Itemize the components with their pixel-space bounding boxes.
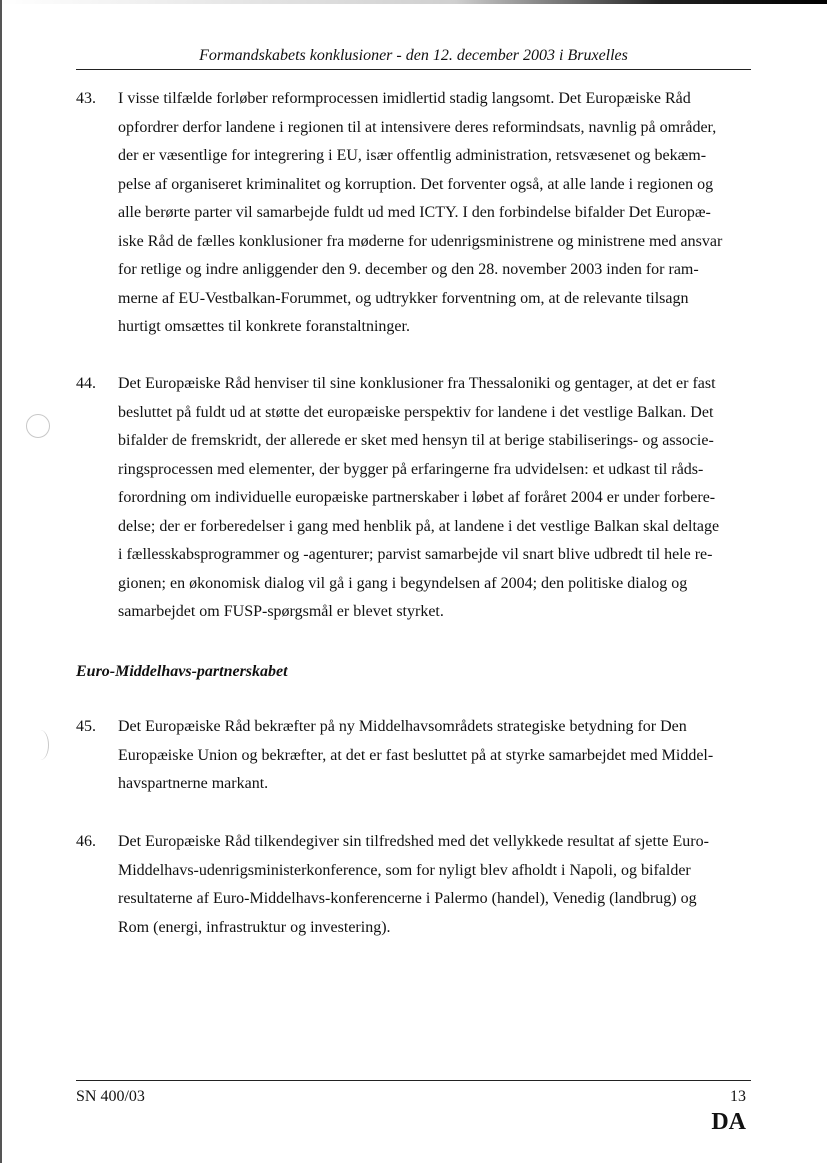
scan-edge-left: [0, 0, 2, 1163]
header-rule: [76, 69, 751, 70]
text-line: der er væsentlige for integrering i EU, især offentlig administration, retsvæsenet og bekæm-: [118, 147, 707, 164]
text-line: havspartnerne markant.: [118, 775, 269, 792]
text-line: opfordrer derfor landene i regionen til at intensivere deres reformindsats, navnlig på områder,: [118, 118, 717, 136]
paragraph-number: 46.: [76, 833, 96, 850]
language-code: DA: [711, 1109, 746, 1135]
document-id: SN 400/03: [76, 1088, 145, 1105]
text-line: Middelhavs-udenrigsministerkonference, som for nyligt blev afholdt i Napoli, og bifalder: [118, 861, 691, 879]
text-line: for retlige og indre anliggender den 9. december og den 28. november 2003 inden for ram-: [118, 261, 699, 278]
text-line: iske Råd de fælles konklusioner fra møderne for udenrigsministrene og ministrene med ansvar: [118, 232, 723, 250]
paragraph-text: [118, 85, 756, 342]
paragraph-43: [76, 85, 756, 342]
paragraph-text: [118, 713, 756, 799]
page-number: 13: [730, 1088, 746, 1105]
text-line: resultaterne af Euro-Middelhavs-konferencerne i Palermo (handel), Venedig (landbrug) og: [118, 890, 697, 907]
paragraph-text: [118, 370, 756, 627]
text-line: besluttet på fuldt ud at støtte det europæiske perspektiv for landene i det vestlige Balkan. Det: [118, 403, 714, 421]
text-line: I visse tilfælde forløber reformprocessen imidlertid stadig langsomt. Det Europæiske Råd: [118, 90, 691, 107]
paragraph-46: [76, 828, 756, 942]
paragraph-44: [76, 370, 756, 627]
text-line: merne af EU-Vestbalkan-Forummet, og udtrykker forventning om, at de relevante tilsagn: [118, 289, 689, 307]
text-line: hurtigt omsættes til konkrete foranstaltninger.: [118, 318, 410, 335]
text-line: bifalder de fremskridt, der allerede er sket med hensyn til at berige stabiliserings- og associe-: [118, 432, 714, 449]
page-header-title: Formandskabets konklusioner - den 12. december 2003 i Bruxelles: [199, 47, 628, 64]
text-line: samarbejdet om FUSP-spørgsmål er blevet styrket.: [118, 603, 444, 620]
paragraph-number: 45.: [76, 718, 96, 735]
text-line: ringsprocessen med elementer, der bygger på erfaringerne fra udvidelsen: et udkast til råds-: [118, 460, 704, 478]
footer-rule: [76, 1080, 751, 1081]
text-line: pelse af organiseret kriminalitet og korruption. Det forventer også, at alle lande i regionen og: [118, 175, 714, 193]
paragraph-number: 44.: [76, 375, 96, 392]
text-line: forordning om individuelle europæiske partnerskaber i løbet af foråret 2004 er under forbere-: [118, 489, 716, 506]
paragraph-number: 43.: [76, 90, 96, 107]
scan-edge-top: [0, 0, 827, 4]
punch-hole-mark: [26, 414, 50, 438]
text-line: delse; der er forberedelser i gang med henblik på, at landene i det vestlige Balkan skal deltage: [118, 517, 720, 535]
text-line: Det Europæiske Råd henviser til sine konklusioner fra Thessaloniki og gentager, at det er fast: [118, 375, 716, 392]
punch-hole-mark: [32, 730, 49, 760]
text-line: alle berørte parter vil samarbejde fuldt ud med ICTY. I den forbindelse bifalder Det Europæ-: [118, 204, 711, 221]
paragraph-45: [76, 713, 756, 799]
section-heading: Euro-Middelhavs-partnerskabet: [76, 663, 288, 680]
text-line: i fællesskabsprogrammer og -agenturer; parvist samarbejde vil snart blive udbredt til hele re-: [118, 546, 713, 563]
text-line: Rom (energi, infrastruktur og investering).: [118, 918, 391, 936]
text-line: Det Europæiske Råd bekræfter på ny Middelhavsområdets strategiske betydning for Den: [118, 718, 687, 735]
paragraph-text: [118, 828, 756, 942]
text-line: Europæiske Union og bekræfter, at det er fast besluttet på at styrke samarbejdet med Middel-: [118, 746, 714, 764]
text-line: gionen; en økonomisk dialog vil gå i gang i begyndelsen af 2004; den politiske dialog og: [118, 574, 688, 592]
text-line: Det Europæiske Råd tilkendegiver sin tilfredshed med det vellykkede resultat af sjette Euro-: [118, 833, 709, 850]
